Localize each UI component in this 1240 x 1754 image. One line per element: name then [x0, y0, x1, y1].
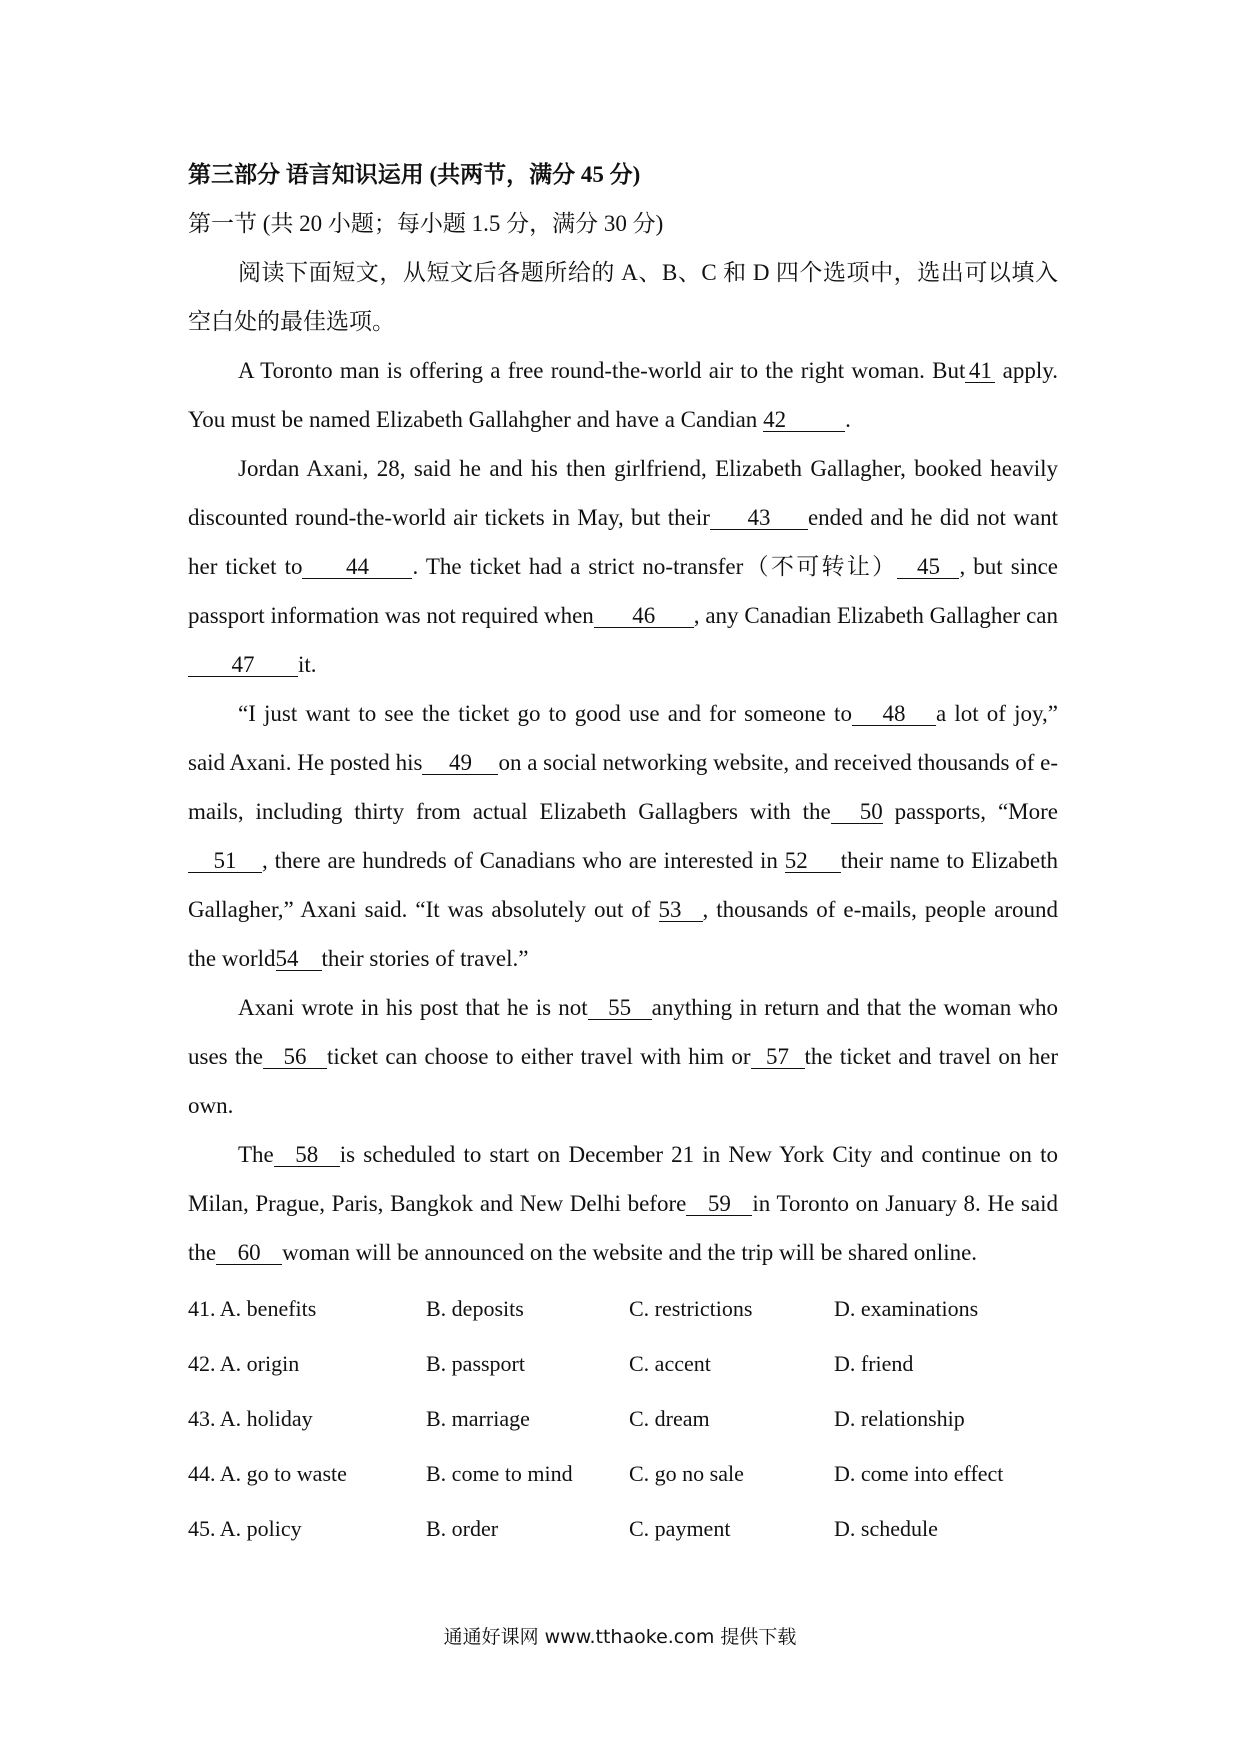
passage-text: their stories of travel.”	[321, 946, 529, 971]
blank-42: 42	[763, 409, 845, 432]
option-b: B. come to mind	[426, 1461, 573, 1486]
option-row-41	[188, 1281, 1058, 1336]
option-d: D. schedule	[834, 1516, 938, 1541]
passage-text: . The ticket had a strict no-transfer（不可转让）	[412, 554, 898, 579]
passage-text: ticket can choose to either travel with him or	[326, 1044, 751, 1069]
passage-text: , thousands of e-mails, people around the world	[188, 897, 1058, 971]
blank-48: 48	[852, 703, 936, 726]
passage-text: on a social networking website, and received thousands of e-mails, including thirty from actual Elizabeth Gallagbers with the	[188, 750, 1058, 824]
passage-paragraph-1	[188, 346, 1058, 444]
passage-text: it.	[298, 652, 317, 677]
passage-text: woman will be announced on the website and the trip will be shared online.	[282, 1240, 978, 1265]
blank-51: 51	[188, 850, 262, 873]
passage-text: ended and he did not want her ticket to	[188, 505, 1059, 579]
passage-text: , any Canadian Elizabeth Gallagher can	[693, 603, 1058, 628]
passage-text: anything in return and that the woman who uses the	[188, 995, 1058, 1069]
passage-text: A Toronto man is offering a free round-the-world air to the right woman. But	[238, 358, 966, 383]
blank-41: 41	[965, 360, 995, 383]
blank-53: 53	[659, 899, 703, 922]
passage-paragraph-3	[188, 689, 1058, 983]
option-c: C. restrictions	[629, 1296, 753, 1321]
option-row-44	[188, 1446, 1058, 1501]
option-c: C. dream	[629, 1406, 710, 1431]
blank-47: 47	[188, 654, 298, 677]
option-a: 42. A. origin	[188, 1351, 300, 1376]
passage-text: The	[238, 1142, 274, 1167]
blank-60: 60	[216, 1242, 282, 1265]
option-c: C. accent	[629, 1351, 711, 1376]
blank-50: 50	[831, 801, 883, 824]
blank-49: 49	[422, 752, 498, 775]
option-b: B. passport	[426, 1351, 525, 1376]
passage-text: “I just want to see the ticket go to good use and for someone to	[238, 701, 852, 726]
option-a: 44. A. go to waste	[188, 1461, 347, 1486]
blank-44: 44	[302, 556, 412, 579]
passage-text: .	[845, 407, 851, 432]
passage-text: apply. You must be named Elizabeth Gallahgher and have a Candian	[188, 358, 1059, 432]
option-a: 45. A. policy	[188, 1516, 302, 1541]
passage-text: is scheduled to start on December 21 in New York City and continue on to Milan, Prague, Paris, Bangkok and New Delhi before	[188, 1142, 1058, 1216]
instruction-text: 阅读下面短文，从短文后各题所给的 A、B、C 和 D 四个选项中，选出可以填入空白处的最佳选项。	[188, 260, 1058, 334]
option-b: B. order	[426, 1516, 499, 1541]
passage-text: Jordan Axani, 28, said he and his then girlfriend, Elizabeth Gallagher, booked heavily discounted round-the-world air tickets in May, but their	[188, 456, 1058, 530]
option-d: D. come into effect	[834, 1461, 1004, 1486]
passage-text: their name to Elizabeth Gallagher,” Axani said. “It was absolutely out of	[188, 848, 1058, 922]
passage-text: a lot of joy,” said Axani. He posted his	[188, 701, 1058, 775]
passage-text: , there are hundreds of Canadians who are interested in	[262, 848, 785, 873]
passage-text: , but since passport information was not required when	[188, 554, 1058, 628]
option-d: D. examinations	[834, 1296, 979, 1321]
blank-55: 55	[588, 997, 652, 1020]
option-row-43	[188, 1391, 1058, 1446]
option-row-42	[188, 1336, 1058, 1391]
answer-options	[188, 1281, 1058, 1556]
exam-page	[188, 150, 1058, 1556]
passage-text: in Toronto on January 8. He said the	[188, 1191, 1059, 1265]
passage-text: the ticket and travel on her own.	[188, 1044, 1058, 1118]
option-a: 41. A. benefits	[188, 1296, 317, 1321]
section-subtitle: 第一节 (共 20 小题；每小题 1.5 分，满分 30 分)	[188, 211, 664, 236]
blank-56: 56	[263, 1046, 327, 1069]
page-footer: 通通好课网 www.tthaoke.com 提供下载	[443, 1626, 797, 1648]
blank-46: 46	[594, 605, 694, 628]
blank-54: 54	[276, 948, 322, 971]
section-title: 第三部分 语言知识运用 (共两节，满分 45 分)	[188, 162, 641, 187]
passage-paragraph-4	[188, 983, 1058, 1130]
blank-45: 45	[897, 556, 959, 579]
blank-58: 58	[274, 1144, 340, 1167]
blank-59: 59	[686, 1193, 752, 1216]
blank-52: 52	[785, 850, 841, 873]
option-row-45	[188, 1501, 1058, 1556]
option-c: C. payment	[629, 1516, 731, 1541]
blank-43: 43	[710, 507, 808, 530]
option-a: 43. A. holiday	[188, 1406, 313, 1431]
option-b: B. marriage	[426, 1406, 530, 1431]
option-d: D. relationship	[834, 1406, 965, 1431]
passage-text: passports, “More	[882, 799, 1058, 824]
passage-text: Axani wrote in his post that he is not	[238, 995, 588, 1020]
option-c: C. go no sale	[629, 1461, 744, 1486]
option-b: B. deposits	[426, 1296, 524, 1321]
option-d: D. friend	[834, 1351, 914, 1376]
passage-paragraph-2	[188, 444, 1058, 689]
blank-57: 57	[751, 1046, 805, 1069]
passage-paragraph-5	[188, 1130, 1058, 1277]
